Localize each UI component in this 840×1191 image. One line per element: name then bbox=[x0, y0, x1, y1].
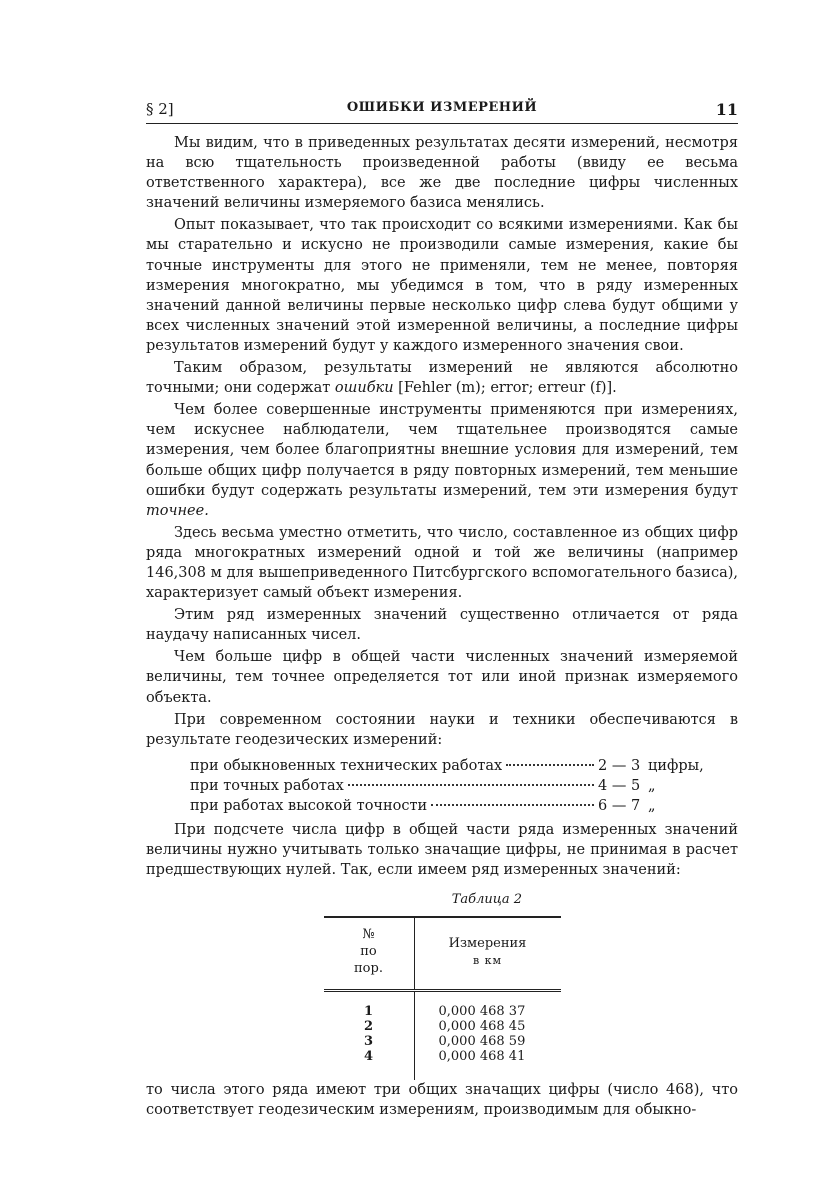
list-item-unit: „ bbox=[648, 797, 656, 814]
paragraph-2: Опыт показывает, что так происходит со всякими измерениями. Как бы мы старательно и искусно не производили самые измерения, какие бы точные инструменты для этого не применяли, тем не менее, повторяя измерения многократно, мы убедимся в том, что в ряду измеренных значений данной величины первые несколько цифр слева будут общими у всех численных значений этой измеренной величины, а последние цифры результатов измерений будут у каждого измеренного значения свои. bbox=[146, 217, 738, 354]
paragraph-3-text-b: [Fehler (m); error; erreur (f)]. bbox=[393, 380, 617, 397]
list-item-label: при работах высокой точности bbox=[190, 797, 428, 814]
table-row bbox=[324, 1019, 561, 1034]
row-value: 0,000 468 37 bbox=[438, 1004, 526, 1020]
row-number: 2 bbox=[324, 1019, 415, 1034]
col-header-number-line3: пор. bbox=[354, 961, 383, 977]
paragraph-5: Здесь весьма уместно отметить, что число, составленное из общих цифр ряда многократных измерений одной и той же величины (например 146,308 м для вышеприведенного Питсбургского вспомогательного базиса), характеризует самый объект измерения. bbox=[146, 524, 738, 602]
paragraph-4-text: Чем более совершенные инструменты применяются при измерениях, чем искуснее наблюдатели, чем тщательнее производятся самые измерения, чем более благоприятны внешние условия для измерений, тем больше общих цифр получается в ряду повторных измерений, тем меньшие ошибки будут содержать результаты измерений, тем эти измерения будут bbox=[146, 402, 738, 499]
col-header-number-line2: по bbox=[360, 944, 377, 960]
leader-dots bbox=[431, 804, 594, 806]
row-value: 0,000 468 45 bbox=[438, 1019, 526, 1035]
paragraph-4-emphasis: точнее. bbox=[146, 502, 209, 519]
measurements-table bbox=[324, 916, 561, 1080]
row-number: 1 bbox=[324, 991, 415, 1020]
paragraph-1: Мы видим, что в приведенных результатах десяти измерений, несмотря на всю тщательность произведенной работы (ввиду ее весьма ответственного характера), все же две последние цифры численных значений величины измеряемого базиса менялись. bbox=[146, 135, 738, 212]
list-item-range: 4 — 5 bbox=[598, 777, 641, 794]
table-row bbox=[324, 991, 561, 1020]
leader-dots bbox=[348, 784, 594, 786]
row-value: 0,000 468 41 bbox=[438, 1049, 526, 1065]
paragraph-7: Чем больше цифр в общей части численных значений измеряемой величины, тем точнее определяется тот или иной признак измеряемого объекта. bbox=[146, 649, 738, 706]
page-body bbox=[146, 133, 738, 1120]
leader-dots bbox=[506, 764, 594, 766]
table-caption: Таблица 2 bbox=[451, 892, 522, 908]
list-item-range: 2 — 3 bbox=[598, 757, 641, 774]
col-header-measurements-line1: Измерения bbox=[448, 935, 527, 951]
paragraph-3 bbox=[146, 358, 738, 398]
paragraph-10: то числа этого ряда имеют три общих значащих цифры (число 468), что соответствует геодезическим измерениям, производимым для обыкно- bbox=[146, 1082, 738, 1119]
col-header-measurements-line2: в км bbox=[472, 953, 503, 967]
list-item bbox=[190, 776, 738, 796]
row-number: 3 bbox=[324, 1034, 415, 1049]
paragraph-8: При современном состоянии науки и техники обеспечиваются в результате геодезических измерений: bbox=[146, 711, 738, 748]
row-value: 0,000 468 59 bbox=[438, 1034, 526, 1050]
list-item-unit: „ bbox=[648, 777, 656, 794]
header-rule bbox=[146, 123, 738, 124]
section-marker: § 2] bbox=[146, 100, 174, 118]
precision-list bbox=[190, 756, 738, 816]
col-header-number-line1: № bbox=[362, 927, 375, 943]
col-header-number bbox=[324, 917, 415, 991]
list-item bbox=[190, 796, 738, 816]
paragraph-4 bbox=[146, 400, 738, 521]
table-row bbox=[324, 1034, 561, 1049]
row-number: 4 bbox=[324, 1049, 415, 1080]
list-item bbox=[190, 756, 738, 776]
page-number: 11 bbox=[715, 100, 738, 119]
page-header bbox=[146, 100, 738, 126]
paragraph-3-text-a: Таким образом, результаты измерений не являются абсолютно точными; они содержат bbox=[146, 360, 738, 397]
list-item-unit: цифры, bbox=[648, 757, 704, 774]
paragraph-9: При подсчете числа цифр в общей части ряда измеренных значений величины нужно учитывать только значащие цифры, не принимая в расчет предшествующих нулей. Так, если имеем ряд измеренных значений: bbox=[146, 821, 738, 878]
col-header-measurements bbox=[414, 917, 561, 991]
paragraph-3-emphasis: ошибки bbox=[334, 380, 394, 397]
running-title: ОШИБКИ ИЗМЕРЕНИЙ bbox=[346, 100, 538, 115]
table-row bbox=[324, 1049, 561, 1080]
list-item-label: при точных работах bbox=[190, 777, 344, 794]
table-header-row bbox=[324, 917, 561, 991]
list-item-label: при обыкновенных технических работах bbox=[190, 757, 503, 774]
paragraph-6: Этим ряд измеренных значений существенно отличается от ряда наудачу написанных чисел. bbox=[146, 607, 738, 644]
list-item-range: 6 — 7 bbox=[598, 797, 641, 814]
